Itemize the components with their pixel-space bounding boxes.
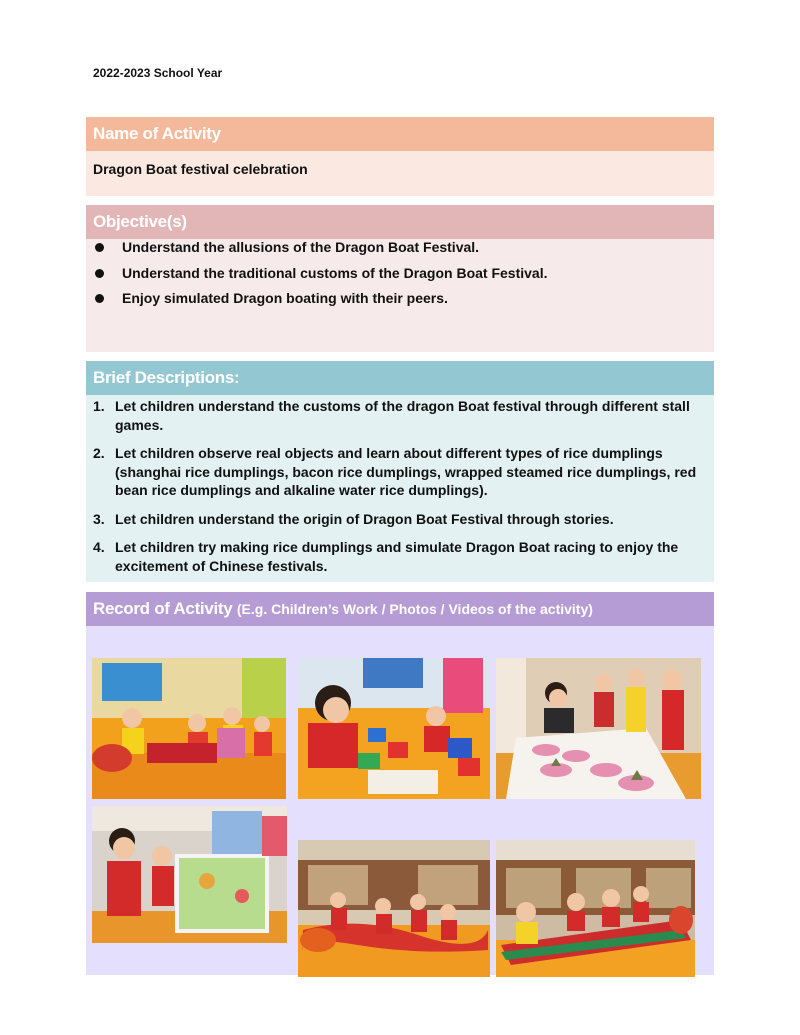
description-item: 4. Let children try making rice dumplings and simulate Dragon Boat racing to enjoy the excitement of Chinese festivals. — [93, 539, 679, 574]
record-section — [86, 592, 714, 975]
objective-item: Enjoy simulated Dragon boating with their peers. — [86, 290, 714, 307]
description-item: 2. Let children observe real objects and learn about different types of rice dumplings (shanghai rice dumplings, bacon rice dumplings, wrapped steamed rice dumplings, red bean rice dumplings and alkaline water rice dumplings). — [93, 445, 697, 498]
photo-children-dragon-costumes — [92, 658, 286, 799]
objectives-body — [86, 239, 714, 352]
bullet-icon — [95, 269, 104, 278]
description-item: 3. Let children understand the origin of Dragon Boat Festival through stories. — [93, 510, 614, 527]
objective-item: Understand the traditional customs of the Dragon Boat Festival. — [86, 265, 714, 282]
descriptions-header: Brief Descriptions: — [86, 361, 714, 395]
name-of-activity-header: Name of Activity — [86, 117, 714, 151]
record-body — [86, 626, 714, 975]
school-year: 2022-2023 School Year — [93, 66, 223, 80]
objectives-header: Objective(s) — [86, 205, 714, 239]
objectives-list — [86, 239, 714, 307]
descriptions-section — [86, 361, 714, 582]
objective-item: Understand the allusions of the Dragon Boat Festival. — [86, 239, 714, 256]
bullet-icon — [95, 243, 104, 252]
description-item: 1. Let children understand the customs of the dragon Boat festival through different stall games. — [93, 398, 690, 433]
name-of-activity-section — [86, 117, 714, 196]
descriptions-list — [86, 397, 714, 575]
photo-children-game-board — [92, 806, 287, 943]
activity-name: Dragon Boat festival celebration — [86, 151, 714, 196]
descriptions-body — [86, 395, 714, 582]
record-header: Record of Activity (E.g. Children’s Work / Photos / Videos of the activity) — [86, 592, 714, 626]
photo-dragon-boat-racing-library — [298, 840, 490, 977]
photo-rice-dumplings-table — [496, 658, 701, 799]
record-header-note: (E.g. Children’s Work / Photos / Videos of the activity) — [236, 601, 593, 617]
bullet-icon — [95, 294, 104, 303]
objectives-section — [86, 205, 714, 352]
photo-dragon-boat-model — [496, 840, 695, 977]
photo-children-building-blocks — [298, 658, 490, 799]
